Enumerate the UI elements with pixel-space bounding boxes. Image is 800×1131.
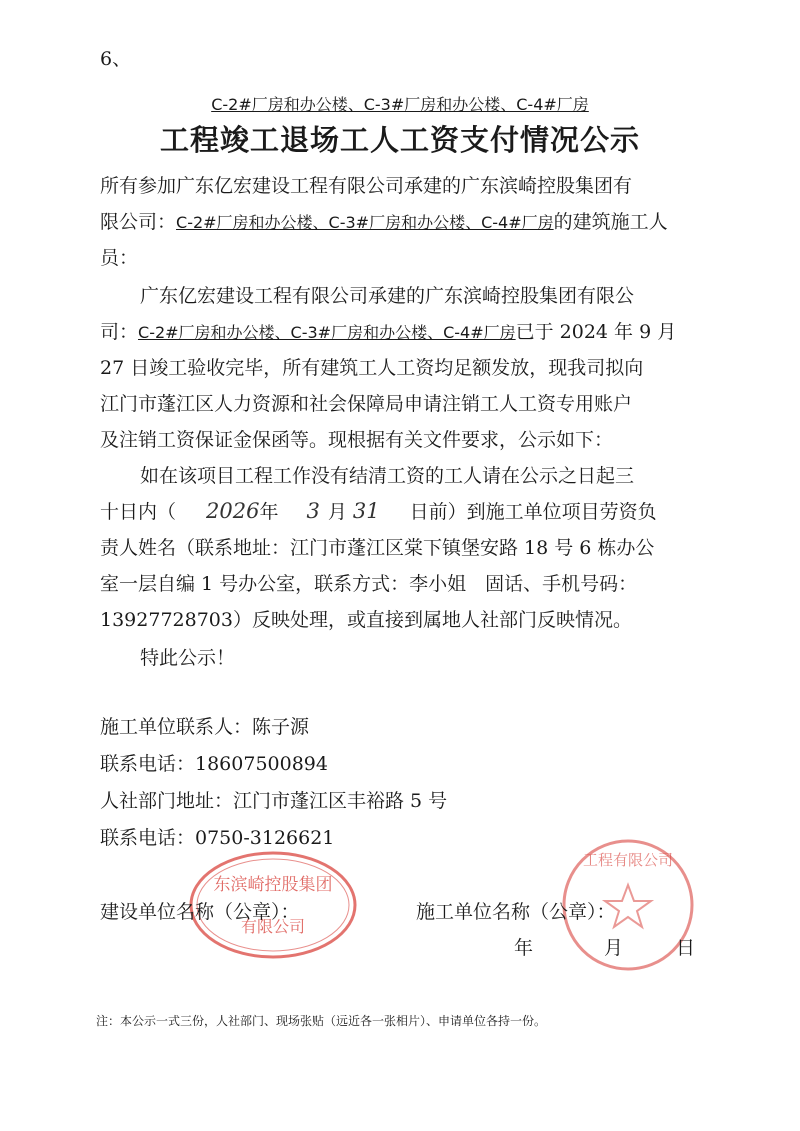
para1-prefix: 司：: [100, 321, 139, 343]
footnote: 注：本公示一式三份，人社部门、现场张贴（远近各一张相片）、申请单位各持一份。: [96, 1014, 547, 1028]
handwritten-day: 31: [352, 499, 380, 523]
para2-line-5: 13927728703）反映处理，或直接到属地人社部门反映情况。: [100, 609, 632, 631]
para2-deadline-prefix: 十日内（: [100, 501, 177, 523]
page-title: 工程竣工退场工人工资支付情况公示: [159, 123, 640, 157]
addressee-suffix: 的建筑施工人: [553, 211, 668, 233]
para1-line-5: 及注销工资保证金保函等。现根据有关文件要求，公示如下：: [100, 429, 614, 451]
para2-line-2: [100, 497, 657, 524]
closing-text: 特此公示！: [140, 647, 236, 669]
para1-project: C-2#厂房和办公楼、C-3#厂房和办公楼、C-4#厂房: [138, 323, 516, 342]
addressee-line-1: 所有参加广东亿宏建设工程有限公司承建的广东滨崎控股集团有: [100, 175, 633, 197]
seal-left-bottom-text: 有限公司: [240, 917, 306, 936]
para2-deadline-suffix: 日前）到施工单位项目劳资负: [409, 501, 657, 523]
addressee-prefix: 限公司：: [100, 211, 177, 233]
handwritten-year: 2026: [206, 499, 260, 523]
month-label: 月: [327, 501, 347, 523]
hr-address: 人社部门地址：江门市蓬江区丰裕路 5 号: [100, 790, 448, 812]
seal-left-top-text: 东滨崎控股集团: [213, 875, 333, 895]
contact-phone-1: 联系电话：18607500894: [100, 753, 328, 775]
handwritten-month: 3: [306, 499, 320, 523]
contractor-signature-label: 施工单位名称（公章）：: [416, 901, 616, 923]
date-month-label: 月: [604, 937, 624, 959]
para1-suffix: 已于 2024 年 9 月: [515, 321, 677, 343]
addressee-line-3: 员：: [100, 247, 139, 269]
builder-signature-label: 建设单位名称（公章）：: [100, 901, 300, 923]
contact-phone-2: 联系电话：0750-3126621: [100, 827, 335, 849]
addressee-project: C-2#厂房和办公楼、C-3#厂房和办公楼、C-4#厂房: [176, 213, 554, 232]
seal-right-text: 工程有限公司: [582, 851, 674, 869]
contact-person: 施工单位联系人：陈子源: [100, 716, 310, 738]
item-number: 6、: [100, 48, 132, 70]
para1-line-2: [100, 317, 676, 344]
para2-line-3: 责人姓名（联系地址：江门市蓬江区棠下镇堡安路 18 号 6 栋办公: [100, 537, 655, 559]
project-subtitle: [0, 92, 800, 115]
para1-line-4: 江门市蓬江区人力资源和社会保障局申请注销工人工资专用账户: [100, 393, 633, 415]
project-subtitle-text: C-2#厂房和办公楼、C-3#厂房和办公楼、C-4#厂房: [211, 95, 589, 114]
date-year-label: 年: [514, 937, 534, 959]
date-day-label: 日: [676, 937, 696, 959]
para1-line-1: 广东亿宏建设工程有限公司承建的广东滨崎控股集团有限公: [140, 285, 635, 307]
para1-line-3: 27 日竣工验收完毕，所有建筑工人工资均足额发放，现我司拟向: [100, 357, 644, 379]
para2-line-4: 室一层自编 1 号办公室，联系方式：李小姐 固话、手机号码：: [100, 573, 638, 595]
para2-line-1: 如在该项目工程工作没有结清工资的工人请在公示之日起三: [140, 465, 635, 487]
year-label: 年: [259, 501, 279, 523]
addressee-line-2: [100, 207, 668, 234]
